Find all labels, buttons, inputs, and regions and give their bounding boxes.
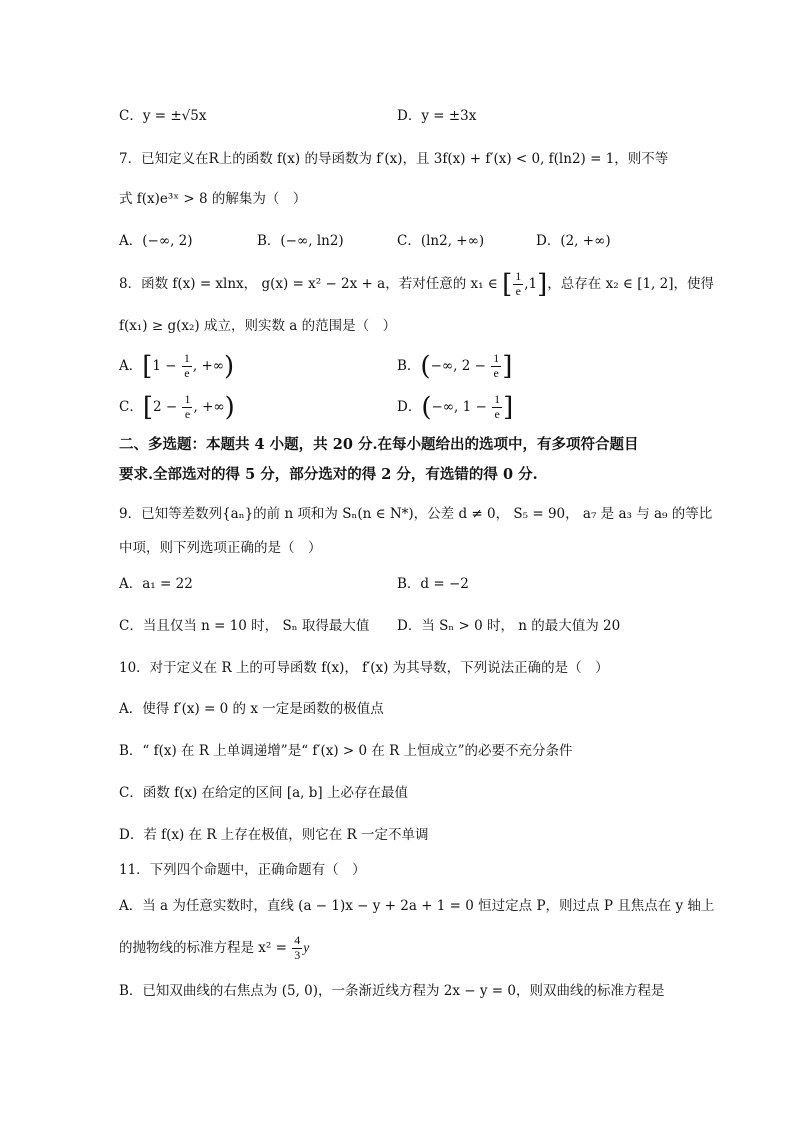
option-a-q11-line1: A．当 a 为任意实数时，直线 (a − 1)x − y + 2a + 1 = 0 恒过定点 P，则过点 P 且焦点在 y 轴上 [119,898,715,914]
option-d-q8: D．(−∞, 1 − $\frac{1}{e}$ ] [397,392,514,423]
option-d-q6: D．y = ±3x [397,108,477,124]
bracket-left: [ [502,269,513,300]
option-b-q9: B．d = −2 [397,576,469,592]
option-b-q10: B．“ f(x) 在 R 上单调递增”是“ f′(x) > 0 在 R 上恒成立”的必要不充分条件 [119,743,573,759]
fraction-4-over-3: $\frac{4}{3}$ [294,933,301,962]
option-b-q11: B．已知双曲线的右焦点为 (5, 0)，一条渐近线方程为 2x − y = 0，则双曲线的标准方程是 [119,983,665,999]
option-a-q8: A．[1 − $\frac{1}{e}$ , +∞) [119,351,235,382]
fraction-1-over-e: $\frac{1}{e}$ [515,269,522,298]
option-a-q11-line2: 的抛物线的标准方程是 x² = $\frac{4}{3}$ y [119,933,310,962]
option-d-q9: D．当 Sₙ > 0 时， n 的最大值为 20 [397,618,621,634]
bracket-right: ] [537,269,548,300]
question-9-line1: 9．已知等差数列{aₙ}的前 n 项和为 Sₙ(n ∈ N*)，公差 d ≠ 0， S₅ = 90， a₇ 是 a₃ 与 a₉ 的等比 [119,506,713,522]
question-9-line2: 中项，则下列选项正确的是（ ） [119,540,322,556]
option-c-q7: C．(ln2, +∞) [397,233,485,249]
option-a-q7: A．(−∞, 2) [119,233,193,249]
question-10: 10．对于定义在 R 上的可导函数 f(x)， f′(x) 为其导数，下列说法正确的是（ ） [119,660,609,676]
question-8-line1: 8．函数 f(x) = xlnx， g(x) = x² − 2x + a，若对任意的 x₁ ∈ [ $\frac{1}{e}$ ,1]，总存在 x₂ ∈ [1, 2]，使得 [119,269,714,300]
section-2-heading-line2: 要求.全部选对的得 5 分，部分选对的得 2 分，有选错的得 0 分. [119,466,538,483]
option-b-q8: B．(−∞, 2 − $\frac{1}{e}$ ] [397,351,513,382]
option-c-q10: C．函数 f(x) 在给定的区间 [a, b] 上必存在最值 [119,785,408,801]
option-b-q7: B．(−∞, ln2) [257,233,344,249]
option-d-q10: D．若 f(x) 在 R 上存在极值，则它在 R 一定不单调 [119,827,429,843]
option-c-q6: C．y = ±√5x [119,108,207,124]
option-d-q7: D．(2, +∞) [536,233,611,249]
option-a-q9: A．a₁ = 22 [119,576,193,592]
question-8-line2: f(x₁) ≥ g(x₂) 成立，则实数 a 的范围是（ ） [119,318,397,334]
section-2-heading-line1: 二、多选题：本题共 4 小题，共 20 分.在每小题给出的选项中，有多项符合题目 [119,436,639,453]
question-7-line1: 7．已知定义在R上的函数 f(x) 的导函数为 f′(x)，且 3f(x) + f′(x) < 0, f(ln2) = 1，则不等 [119,151,669,167]
option-a-q10: A．使得 f′(x) = 0 的 x 一定是函数的极值点 [119,701,384,717]
question-11: 11．下列四个命题中，正确命题有（ ） [119,862,366,878]
option-c-q9: C．当且仅当 n = 10 时， Sₙ 取得最大值 [119,618,370,634]
option-c-q8: C．[2 − $\frac{1}{e}$ , +∞) [119,392,235,423]
question-7-line2: 式 f(x)e³ˣ > 8 的解集为（ ） [119,191,307,207]
